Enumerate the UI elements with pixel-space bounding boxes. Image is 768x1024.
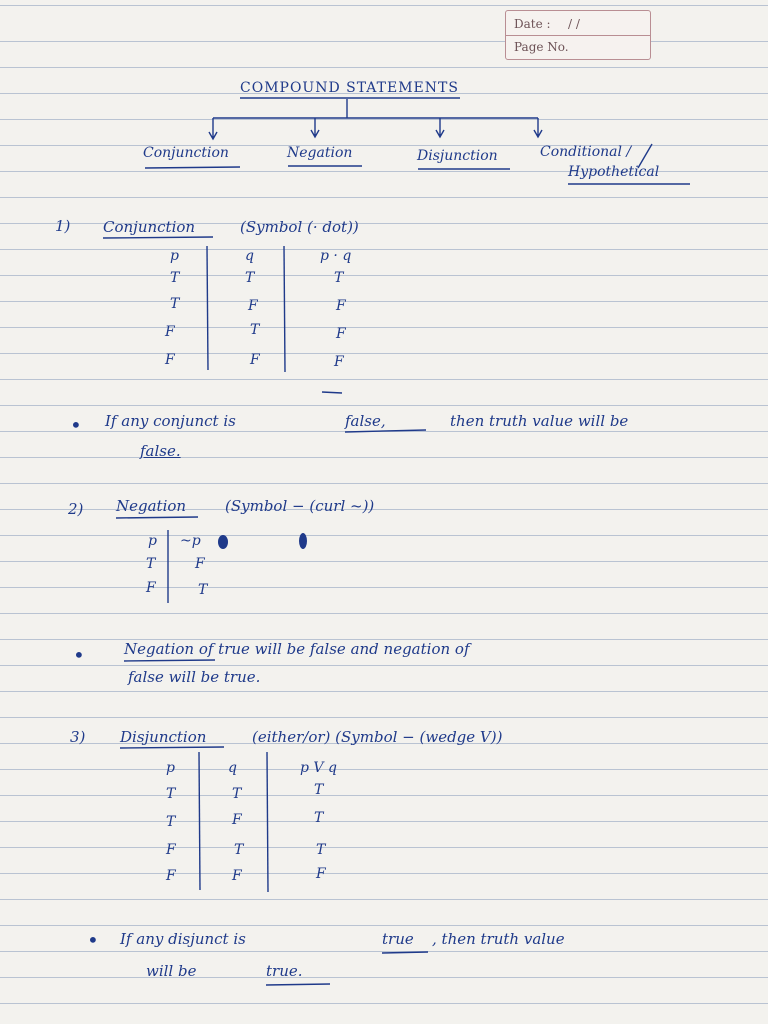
table-3-header-pvq: p V q [300,760,337,776]
table-3-cell: F [316,866,326,882]
section-2-number: 2) [68,500,84,518]
section-1-heading: Conjunction [103,218,196,236]
table-1-cell: F [165,352,175,368]
section-2-heading: Negation [116,497,187,515]
table-3-cell: T [314,810,324,826]
table-1-cell: F [248,298,258,314]
table-1-cell: F [250,352,260,368]
section-3-symbol: (either/or) (Symbol − (wedge V)) [252,728,503,746]
table-3-cell: F [166,868,176,884]
note-1-line2: false. [140,442,181,460]
note-1-part-c: then truth value will be [450,412,629,430]
bullet-dot: • [70,413,82,437]
table-3-cell: T [232,786,242,802]
table-2-header-not-p: ~p [180,533,201,549]
section-3-heading: Disjunction [120,728,207,746]
table-1-cell: F [165,324,175,340]
note-2-line1: Negation of true will be false and negation of [124,640,470,658]
table-1-header-pq: p · q [320,248,352,264]
table-3-cell: T [234,842,244,858]
branch-hypothetical: Hypothetical [568,164,660,180]
section-3-number: 3) [70,728,86,746]
table-3-cell: T [316,842,326,858]
table-2-header-p: p [148,533,157,549]
table-1-header-p: p [170,248,179,264]
table-3-header-q: q [228,760,237,776]
note-3-part-a: If any disjunct is [120,930,246,948]
page-title: COMPOUND STATEMENTS [240,80,459,96]
note-3-line2a: will be [146,962,197,980]
date-slashes: / / [568,17,580,31]
section-2-symbol: (Symbol − (curl ~)) [225,497,375,515]
bullet-dot: • [87,928,99,952]
table-1-cell: T [245,270,255,286]
table-3-header-p: p [166,760,175,776]
date-label: Date : [514,17,551,31]
note-3-part-c: , then truth value [432,930,565,948]
page-number-label: Page No. [514,40,569,54]
note-3-true: true [382,930,414,948]
table-1-header-q: q [245,248,254,264]
section-1-number: 1) [55,217,71,235]
note-1-false: false, [345,412,386,430]
table-1-cell: F [336,298,346,314]
table-3-cell: T [166,814,176,830]
section-1-symbol: (Symbol (· dot)) [240,218,359,236]
table-2-cell: T [146,556,156,572]
table-3-cell: F [166,842,176,858]
note-2-line2: false will be true. [128,668,261,686]
table-3-cell: T [314,782,324,798]
table-1-cell: T [250,322,260,338]
table-1-cell: F [336,326,346,342]
table-3-cell: F [232,868,242,884]
table-2-cell: T [198,582,208,598]
branch-conditional: Conditional / [540,144,632,160]
table-3-cell: F [232,812,242,828]
note-1-part-a: If any conjunct is [105,412,236,430]
table-1-cell: T [334,270,344,286]
branch-negation: Negation [287,145,353,161]
table-3-cell: T [166,786,176,802]
table-1-cell: T [170,296,180,312]
branch-conjunction: Conjunction [143,145,229,161]
table-1-cell: T [170,270,180,286]
bullet-dot: • [73,643,85,667]
table-2-cell: F [195,556,205,572]
branch-disjunction: Disjunction [417,148,498,164]
note-3-line2b: true. [266,962,303,980]
table-1-cell: F [334,354,344,370]
table-2-cell: F [146,580,156,596]
